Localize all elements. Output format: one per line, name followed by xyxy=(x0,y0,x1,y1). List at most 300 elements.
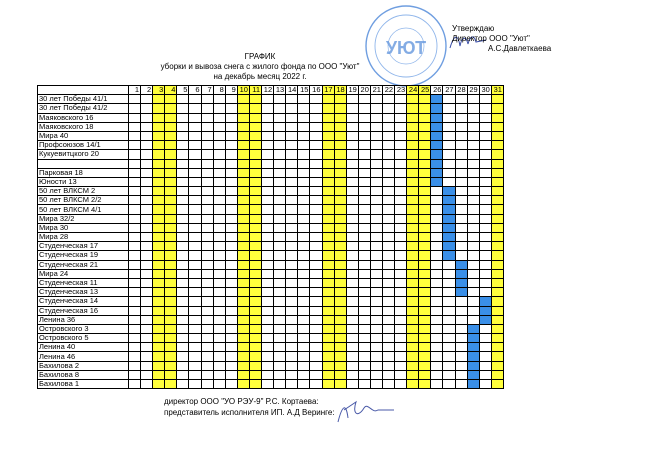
day-cell xyxy=(467,269,479,278)
day-cell xyxy=(201,196,213,205)
day-cell xyxy=(225,122,237,131)
day-cell xyxy=(237,352,249,361)
day-cell xyxy=(407,233,419,242)
day-cell xyxy=(225,168,237,177)
day-cell xyxy=(201,260,213,269)
day-cell xyxy=(237,334,249,343)
day-cell xyxy=(346,122,358,131)
day-cell xyxy=(249,113,261,122)
day-cell xyxy=(491,324,503,333)
day-cell xyxy=(177,159,189,168)
table-row xyxy=(38,177,504,186)
day-cell xyxy=(346,324,358,333)
address-cell: Профсоюзов 14/1 xyxy=(38,141,129,150)
day-cell xyxy=(467,159,479,168)
day-cell xyxy=(407,205,419,214)
table-row xyxy=(38,260,504,269)
day-cell xyxy=(237,187,249,196)
day-cell xyxy=(419,150,431,159)
day-cell xyxy=(189,352,201,361)
day-cell xyxy=(262,233,274,242)
day-cell xyxy=(225,113,237,122)
day-cell xyxy=(455,131,467,140)
day-cell xyxy=(274,177,286,186)
day-cell xyxy=(491,343,503,352)
day-cell xyxy=(249,104,261,113)
day-cell xyxy=(382,278,394,287)
day-cell xyxy=(165,306,177,315)
day-cell xyxy=(189,334,201,343)
day-cell xyxy=(189,297,201,306)
day-cell xyxy=(479,187,491,196)
day-cell xyxy=(346,315,358,324)
day-cell xyxy=(455,315,467,324)
day-cell xyxy=(431,205,443,214)
day-cell xyxy=(286,95,298,104)
day-cell xyxy=(153,122,165,131)
day-cell xyxy=(153,288,165,297)
day-cell xyxy=(237,242,249,251)
table-row xyxy=(38,278,504,287)
day-cell xyxy=(225,352,237,361)
day-cell xyxy=(334,251,346,260)
day-cell xyxy=(395,380,407,389)
day-cell xyxy=(225,233,237,242)
day-cell xyxy=(334,380,346,389)
day-cell xyxy=(322,168,334,177)
day-cell xyxy=(395,242,407,251)
day-cell xyxy=(358,269,370,278)
day-cell xyxy=(395,131,407,140)
day-cell xyxy=(322,278,334,287)
day-cell xyxy=(358,370,370,379)
day-cell xyxy=(395,297,407,306)
day-header: 30 xyxy=(479,86,491,95)
day-cell xyxy=(213,233,225,242)
day-cell xyxy=(322,205,334,214)
day-cell xyxy=(491,288,503,297)
day-cell xyxy=(129,288,141,297)
day-cell xyxy=(153,177,165,186)
day-cell xyxy=(395,168,407,177)
day-cell xyxy=(165,352,177,361)
day-cell xyxy=(237,141,249,150)
day-cell xyxy=(177,233,189,242)
approval-line-1: Утверждаю xyxy=(452,24,495,33)
day-cell xyxy=(201,352,213,361)
day-cell xyxy=(213,104,225,113)
day-cell xyxy=(153,334,165,343)
day-cell xyxy=(455,233,467,242)
day-cell xyxy=(467,113,479,122)
day-cell xyxy=(225,104,237,113)
address-cell: Маяковского 18 xyxy=(38,122,129,131)
day-cell xyxy=(455,177,467,186)
day-cell xyxy=(455,113,467,122)
day-cell xyxy=(249,288,261,297)
day-cell xyxy=(419,324,431,333)
day-cell xyxy=(237,361,249,370)
day-cell xyxy=(262,334,274,343)
day-cell xyxy=(370,297,382,306)
day-header: 6 xyxy=(189,86,201,95)
day-cell xyxy=(165,370,177,379)
day-cell xyxy=(334,306,346,315)
day-cell xyxy=(225,95,237,104)
day-cell xyxy=(346,113,358,122)
day-cell xyxy=(225,177,237,186)
day-cell xyxy=(455,150,467,159)
day-cell xyxy=(177,187,189,196)
day-cell xyxy=(455,159,467,168)
day-cell xyxy=(419,251,431,260)
day-cell xyxy=(491,251,503,260)
day-cell xyxy=(286,251,298,260)
day-cell xyxy=(370,159,382,168)
day-cell xyxy=(249,352,261,361)
day-cell xyxy=(237,113,249,122)
table-row xyxy=(38,324,504,333)
address-cell: Бахилова 8 xyxy=(38,370,129,379)
table-row xyxy=(38,196,504,205)
day-cell xyxy=(129,131,141,140)
address-cell: Мира 32/2 xyxy=(38,214,129,223)
day-cell xyxy=(201,223,213,232)
day-cell xyxy=(165,205,177,214)
day-cell xyxy=(395,214,407,223)
day-header: 15 xyxy=(298,86,310,95)
day-cell xyxy=(237,315,249,324)
day-cell xyxy=(213,242,225,251)
day-cell xyxy=(213,278,225,287)
day-cell xyxy=(395,361,407,370)
day-cell xyxy=(419,260,431,269)
day-cell xyxy=(395,306,407,315)
day-cell xyxy=(262,352,274,361)
day-cell xyxy=(274,334,286,343)
day-cell xyxy=(201,214,213,223)
document-title xyxy=(150,52,370,82)
day-cell xyxy=(189,150,201,159)
day-cell xyxy=(141,269,153,278)
scheduled-cell xyxy=(443,196,455,205)
day-cell xyxy=(189,168,201,177)
table-row xyxy=(38,113,504,122)
day-cell xyxy=(322,150,334,159)
day-cell xyxy=(225,187,237,196)
day-cell xyxy=(491,233,503,242)
day-cell xyxy=(419,380,431,389)
day-cell xyxy=(491,141,503,150)
day-cell xyxy=(491,177,503,186)
schedule-table xyxy=(37,85,504,389)
day-cell xyxy=(237,343,249,352)
day-cell xyxy=(237,177,249,186)
day-cell xyxy=(249,95,261,104)
day-cell xyxy=(141,324,153,333)
day-cell xyxy=(274,278,286,287)
table-row xyxy=(38,95,504,104)
day-cell xyxy=(298,251,310,260)
day-cell xyxy=(431,278,443,287)
day-cell xyxy=(407,113,419,122)
day-cell xyxy=(153,306,165,315)
day-cell xyxy=(322,196,334,205)
day-cell xyxy=(262,242,274,251)
day-cell xyxy=(370,324,382,333)
day-cell xyxy=(407,361,419,370)
address-cell: Мира 30 xyxy=(38,223,129,232)
day-cell xyxy=(382,361,394,370)
day-cell xyxy=(395,205,407,214)
day-cell xyxy=(407,370,419,379)
day-cell xyxy=(237,269,249,278)
day-cell xyxy=(298,177,310,186)
table-row xyxy=(38,334,504,343)
day-cell xyxy=(298,324,310,333)
day-cell xyxy=(455,196,467,205)
day-cell xyxy=(322,159,334,168)
day-cell xyxy=(395,104,407,113)
day-cell xyxy=(346,196,358,205)
day-cell xyxy=(249,370,261,379)
day-cell xyxy=(129,361,141,370)
day-cell xyxy=(370,196,382,205)
day-cell xyxy=(177,343,189,352)
day-cell xyxy=(177,324,189,333)
day-cell xyxy=(225,343,237,352)
day-cell xyxy=(286,104,298,113)
day-cell xyxy=(177,260,189,269)
day-header: 14 xyxy=(286,86,298,95)
day-cell xyxy=(346,214,358,223)
day-cell xyxy=(382,168,394,177)
day-cell xyxy=(286,334,298,343)
day-cell xyxy=(407,343,419,352)
day-cell xyxy=(225,223,237,232)
day-cell xyxy=(189,324,201,333)
day-cell xyxy=(358,104,370,113)
day-cell xyxy=(370,104,382,113)
day-cell xyxy=(419,214,431,223)
day-cell xyxy=(346,380,358,389)
day-cell xyxy=(431,343,443,352)
day-cell xyxy=(153,370,165,379)
day-cell xyxy=(237,223,249,232)
day-cell xyxy=(467,122,479,131)
day-cell xyxy=(382,297,394,306)
day-cell xyxy=(153,150,165,159)
day-header: 20 xyxy=(358,86,370,95)
address-cell: Кукуевитцкого 20 xyxy=(38,150,129,159)
day-cell xyxy=(334,343,346,352)
day-cell xyxy=(382,104,394,113)
day-cell xyxy=(491,352,503,361)
day-cell xyxy=(213,297,225,306)
day-cell xyxy=(407,288,419,297)
day-cell xyxy=(419,141,431,150)
day-cell xyxy=(370,334,382,343)
day-cell xyxy=(274,141,286,150)
day-cell xyxy=(395,122,407,131)
day-header-row xyxy=(38,86,504,95)
day-cell xyxy=(298,334,310,343)
table-row xyxy=(38,187,504,196)
day-cell xyxy=(189,187,201,196)
day-cell xyxy=(395,288,407,297)
day-cell xyxy=(419,113,431,122)
day-cell xyxy=(298,242,310,251)
day-cell xyxy=(249,159,261,168)
address-cell: 50 лет ВЛКСМ 2/2 xyxy=(38,196,129,205)
scheduled-cell xyxy=(443,187,455,196)
day-cell xyxy=(443,343,455,352)
day-cell xyxy=(153,315,165,324)
scheduled-cell xyxy=(431,131,443,140)
day-cell xyxy=(358,297,370,306)
day-cell xyxy=(274,343,286,352)
day-cell xyxy=(322,306,334,315)
day-cell xyxy=(310,196,322,205)
day-cell xyxy=(189,95,201,104)
day-cell xyxy=(213,343,225,352)
day-cell xyxy=(286,150,298,159)
table-row xyxy=(38,141,504,150)
day-cell xyxy=(274,95,286,104)
day-cell xyxy=(370,168,382,177)
day-cell xyxy=(419,343,431,352)
day-cell xyxy=(479,150,491,159)
day-cell xyxy=(491,380,503,389)
day-cell xyxy=(346,223,358,232)
day-cell xyxy=(129,370,141,379)
day-cell xyxy=(395,315,407,324)
day-cell xyxy=(286,122,298,131)
day-cell xyxy=(189,288,201,297)
day-cell xyxy=(286,278,298,287)
day-cell xyxy=(262,113,274,122)
day-cell xyxy=(177,168,189,177)
day-cell xyxy=(491,113,503,122)
day-cell xyxy=(298,95,310,104)
day-cell xyxy=(237,288,249,297)
day-cell xyxy=(274,233,286,242)
day-cell xyxy=(141,168,153,177)
table-row xyxy=(38,297,504,306)
day-cell xyxy=(358,260,370,269)
day-cell xyxy=(286,361,298,370)
day-cell xyxy=(213,168,225,177)
day-cell xyxy=(177,361,189,370)
day-cell xyxy=(431,187,443,196)
day-cell xyxy=(274,288,286,297)
day-cell xyxy=(165,242,177,251)
day-cell xyxy=(455,297,467,306)
day-cell xyxy=(129,297,141,306)
header-corner xyxy=(38,86,129,95)
day-cell xyxy=(407,334,419,343)
day-cell xyxy=(395,334,407,343)
day-cell xyxy=(262,251,274,260)
day-cell xyxy=(129,168,141,177)
day-cell xyxy=(419,104,431,113)
day-cell xyxy=(491,205,503,214)
day-cell xyxy=(177,196,189,205)
day-cell xyxy=(443,288,455,297)
day-cell xyxy=(467,131,479,140)
day-cell xyxy=(201,113,213,122)
day-header: 18 xyxy=(334,86,346,95)
day-cell xyxy=(382,269,394,278)
day-cell xyxy=(370,343,382,352)
day-cell xyxy=(467,306,479,315)
day-cell xyxy=(213,187,225,196)
day-cell xyxy=(298,297,310,306)
day-cell xyxy=(382,352,394,361)
day-cell xyxy=(129,196,141,205)
footer-line-2: представитель исполнителя ИП. А.Д Веринге: xyxy=(164,408,335,417)
day-cell xyxy=(419,370,431,379)
day-cell xyxy=(213,122,225,131)
day-cell xyxy=(407,131,419,140)
day-cell xyxy=(358,122,370,131)
day-cell xyxy=(153,380,165,389)
day-cell xyxy=(153,196,165,205)
day-cell xyxy=(129,159,141,168)
address-cell: Студенческая 11 xyxy=(38,278,129,287)
address-cell: Студенческая 14 xyxy=(38,297,129,306)
day-cell xyxy=(407,242,419,251)
day-cell xyxy=(443,278,455,287)
day-cell xyxy=(298,306,310,315)
day-cell xyxy=(201,278,213,287)
day-cell xyxy=(346,269,358,278)
day-cell xyxy=(479,334,491,343)
day-cell xyxy=(467,288,479,297)
table-row xyxy=(38,168,504,177)
day-cell xyxy=(491,214,503,223)
day-cell xyxy=(153,205,165,214)
day-cell xyxy=(310,370,322,379)
day-cell xyxy=(443,380,455,389)
day-cell xyxy=(479,269,491,278)
day-cell xyxy=(370,113,382,122)
day-cell xyxy=(286,269,298,278)
day-cell xyxy=(165,334,177,343)
day-cell xyxy=(479,278,491,287)
scheduled-cell xyxy=(467,352,479,361)
day-cell xyxy=(455,187,467,196)
scheduled-cell xyxy=(431,168,443,177)
day-cell xyxy=(201,251,213,260)
day-cell xyxy=(225,205,237,214)
day-cell xyxy=(249,141,261,150)
day-cell xyxy=(153,233,165,242)
day-header: 29 xyxy=(467,86,479,95)
day-cell xyxy=(237,260,249,269)
day-cell xyxy=(141,141,153,150)
day-cell xyxy=(141,278,153,287)
day-cell xyxy=(262,196,274,205)
day-cell xyxy=(262,278,274,287)
day-cell xyxy=(286,223,298,232)
day-cell xyxy=(237,233,249,242)
day-cell xyxy=(165,104,177,113)
day-cell xyxy=(286,141,298,150)
day-cell xyxy=(286,343,298,352)
day-cell xyxy=(491,95,503,104)
day-cell xyxy=(177,269,189,278)
